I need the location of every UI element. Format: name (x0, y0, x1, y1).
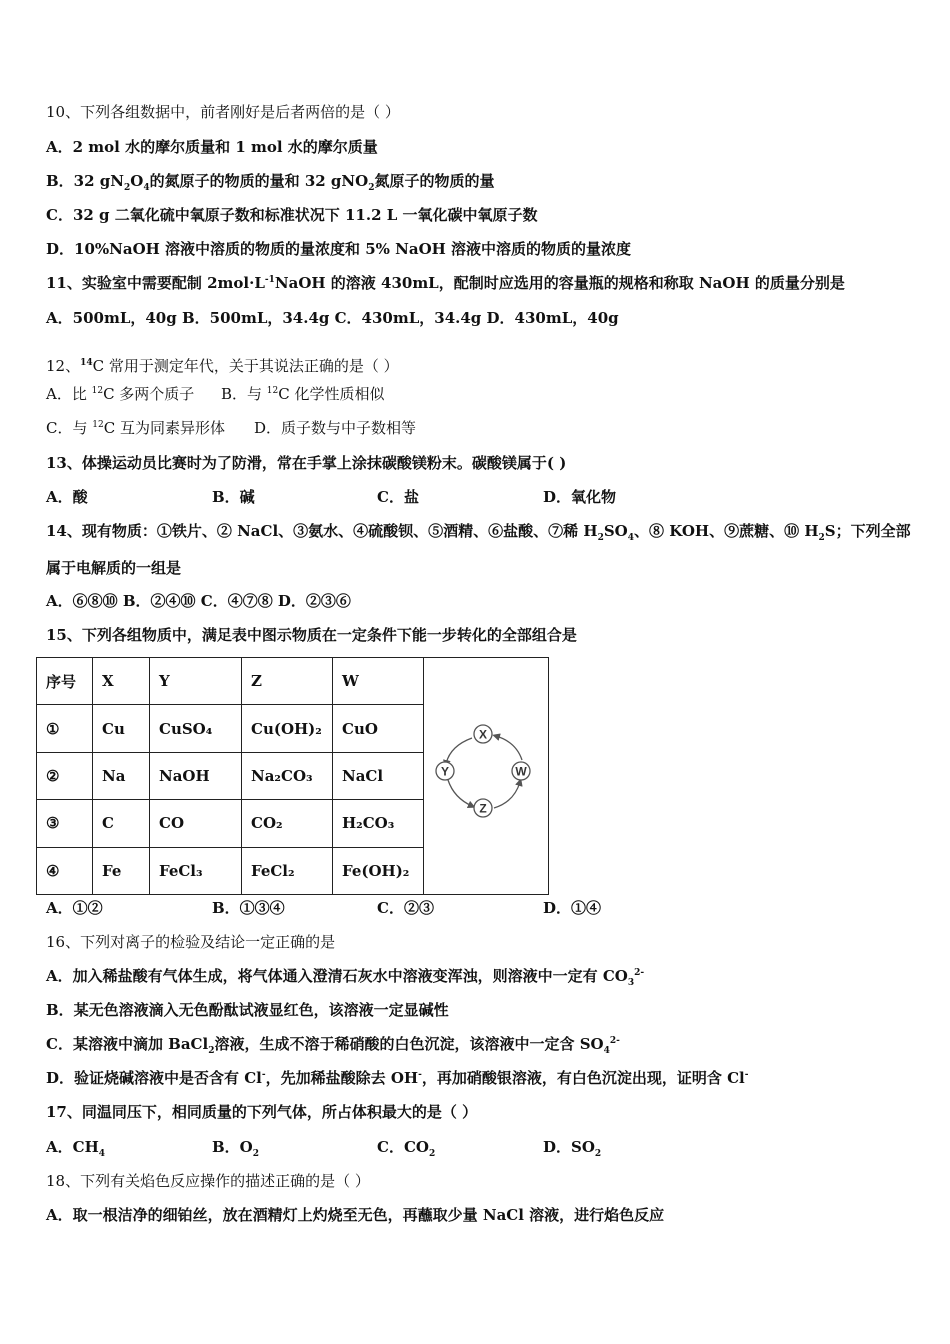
node-w (512, 762, 530, 780)
arrow-w-to-x (496, 736, 522, 760)
q15-stem: 15、下列各组物质中，满足表中图示物质在一定条件下能一步转化的全部组合是 (46, 626, 577, 644)
q16-option-d: D．验证烧碱溶液中是否含有 Cl-，先加稀盐酸除去 OH-，再加硝酸银溶液，有白色沉淀出现，证明含 Cl- (46, 1069, 749, 1087)
table-cell: Cu(OH)₂ (242, 705, 333, 752)
q14-stem-line2: 属于电解质的一组是 (46, 559, 182, 577)
table-cell: Na (93, 752, 150, 799)
table-cell: NaCl (333, 752, 424, 799)
table-header-cell: X (93, 658, 150, 705)
table-cell: NaOH (150, 752, 242, 799)
conversion-cycle-figure (424, 658, 548, 894)
q10-option-b: B．32 $gN_2O_4$的氮原子的物质的量和 32 gNO$_2$氮原子的物质的量 (46, 172, 495, 193)
node-y (436, 762, 454, 780)
table-cell: CuSO₄ (150, 705, 242, 752)
q10-option-c: C．32 g 二氧化硫中氧原子数和标准状况下 11.2 L 一氧化碳中氧原子数 (46, 206, 538, 224)
table-cell: FeCl₂ (242, 847, 333, 894)
arrow-y-to-z (448, 780, 472, 806)
q11-stem: 11、实验室中需要配制 $2mol\cdot L^{-1}NaOH$ 的溶液 430mL，配制时应选用的容量瓶的规格和称取 NaOH 的质量分别是 (46, 274, 845, 292)
table-cell: CuO (333, 705, 424, 752)
table-header-cell: 序号 (37, 658, 93, 705)
arrow-x-to-y (446, 738, 472, 764)
table-cell: CO (150, 800, 242, 847)
q16-option-b: B．某无色溶液滴入无色酚酞试液显红色，该溶液一定显碱性 (46, 1001, 449, 1019)
q16-option-c: C．某溶液中滴加 BaCl$_2$溶液，生成不溶于稀硝酸的白色沉淀，该溶液中一定含 $SO_4^{2-}$ (46, 1035, 620, 1056)
table-cell: FeCl₃ (150, 847, 242, 894)
q16-stem: 16、下列对离子的检验及结论一定正确的是 (46, 933, 336, 951)
q16-option-a: A．加入稀盐酸有气体生成，将气体通入澄清石灰水中溶液变浑浊，则溶液中一定有 $CO_3^{2-}$ (46, 967, 645, 988)
table-cell: ① (37, 705, 93, 752)
table-header-row (37, 658, 549, 705)
table-header-cell: Z (242, 658, 333, 705)
svg-text:W: W (515, 764, 527, 779)
table-cell: C (93, 800, 150, 847)
table-cell: Fe (93, 847, 150, 894)
q14-options: A．⑥⑧⑩ B．②④⑩ C．④⑦⑧ D．②③⑥ (46, 592, 351, 610)
q12-stem: 12、$^{14}$C 常用于测定年代，关于其说法正确的是（ ） (46, 357, 399, 375)
q17-options: A．$CH_4$ B．$O_2$ C．$CO_2$ D．$SO_2$ (46, 1138, 602, 1159)
q10-option-a: A．2 mol 水的摩尔质量和 1 mol 水的摩尔质量 (46, 138, 378, 156)
q10-stem: 10、下列各组数据中，前者刚好是后者两倍的是（ ） (46, 103, 400, 121)
svg-text:X: X (478, 727, 488, 742)
node-x (474, 725, 492, 743)
q18-stem: 18、下列有关焰色反应操作的描述正确的是（ ） (46, 1172, 370, 1190)
arrow-z-to-w (494, 782, 520, 808)
q15-options: A．①② B．①③④ C．②③ D．①④ (46, 899, 602, 917)
table-cell: Fe(OH)₂ (333, 847, 424, 894)
table-header-cell: Y (150, 658, 242, 705)
table-cell: Na₂CO₃ (242, 752, 333, 799)
q12-options-cd: C．与 $^{12}$C 互为同素异形体 D．质子数与中子数相等 (46, 419, 417, 437)
node-z (474, 799, 492, 817)
conversion-diagram (424, 658, 549, 895)
q15-table (36, 657, 549, 895)
q13-stem: 13、体操运动员比赛时为了防滑，常在手掌上涂抹碳酸镁粉末。碳酸镁属于( ) (46, 454, 567, 472)
table-cell: ② (37, 752, 93, 799)
q10-option-d: D．10%NaOH 溶液中溶质的物质的量浓度和 5% NaOH 溶液中溶质的物质的量浓度 (46, 240, 632, 258)
table-cell: CO₂ (242, 800, 333, 847)
svg-text:Y: Y (440, 764, 450, 779)
q11-options: A．500mL，40g B．500mL，34.4g C．430mL，34.4g D．430mL，40g (46, 309, 619, 327)
q18-option-a: A．取一根洁净的细铂丝，放在酒精灯上灼烧至无色，再蘸取少量 NaCl 溶液，进行焰色反应 (46, 1206, 665, 1224)
svg-text:Z: Z (479, 801, 487, 816)
q14-stem: 14、现有物质：①铁片、② NaCl、③氨水、④硫酸钡、⑤酒精、⑥盐酸、⑦稀 $H_2SO_4$、⑧ KOH、⑨蔗糖、⑩ $H_2S$；下列全部 (46, 522, 911, 543)
q17-stem: 17、同温同压下，相同质量的下列气体，所占体积最大的是（ ） (46, 1103, 478, 1121)
table-cell: H₂CO₃ (333, 800, 424, 847)
q12-options-ab: A．比 $^{12}$C 多两个质子 B．与 $^{12}$C 化学性质相似 (46, 385, 385, 403)
table-cell: ③ (37, 800, 93, 847)
table-header-cell: W (333, 658, 424, 705)
q13-options: A．酸 B．碱 C．盐 D．氧化物 (46, 488, 617, 506)
table-cell: Cu (93, 705, 150, 752)
table-cell: ④ (37, 847, 93, 894)
